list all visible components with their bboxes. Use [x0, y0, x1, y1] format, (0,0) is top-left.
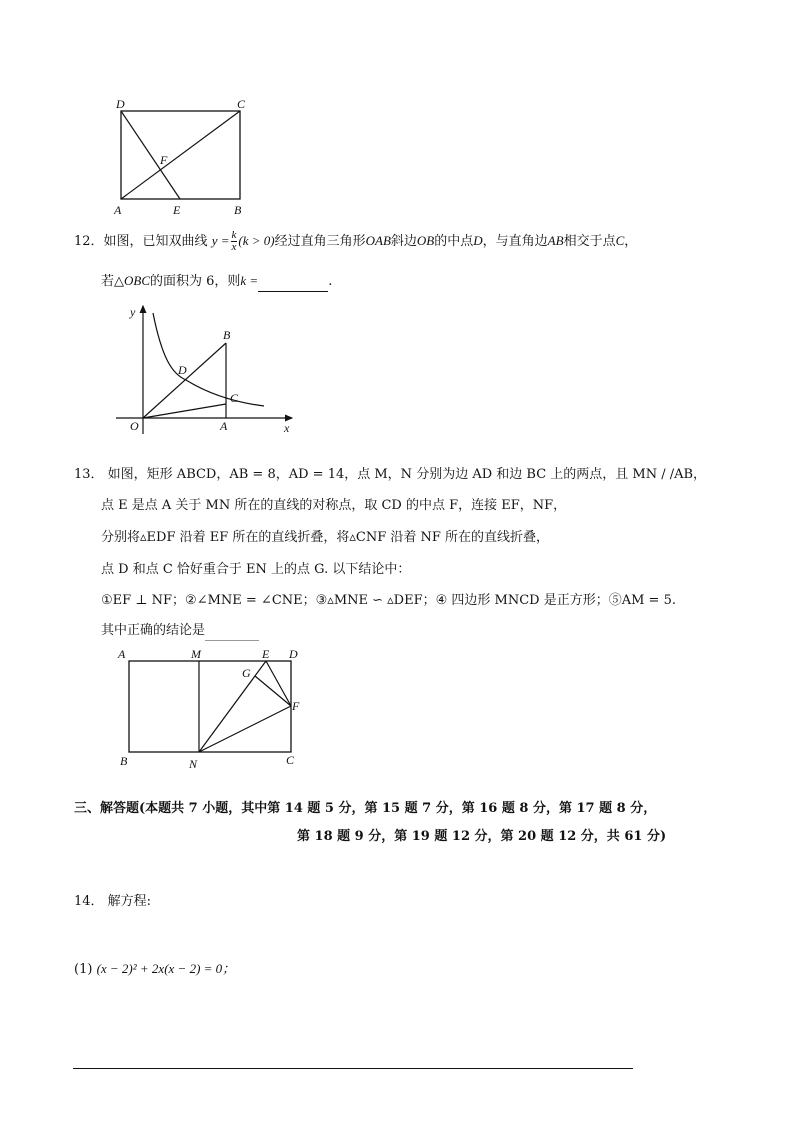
question-13-line-4: 点 D 和点 C 恰好重合于 EN 上的点 G. 以下结论中： [101, 562, 411, 577]
footer-rule [73, 1068, 633, 1069]
equation-expression: (x − 2)² + 2x(x − 2) = 0； [96, 961, 236, 976]
q12-condition: (k > 0) [238, 233, 275, 248]
question-13-line-5: ①EF ⊥ NF；②∠MNE = ∠CNE；③▵MNE ∽ ▵DEF；④ 四边形 MNCD 是正方形；⑤AM = 5. [101, 593, 676, 608]
q12-line2-b: 的面积为 6，则 [150, 274, 241, 289]
segment-gf [255, 676, 291, 706]
q13-prompt: 其中正确的结论是 [101, 623, 206, 638]
label-b: B [234, 203, 242, 217]
segment-ac [121, 111, 240, 199]
q12-mid4: ，与直角边 [482, 234, 548, 249]
fraction-denominator: x [231, 241, 237, 253]
fraction-k-over-x [231, 230, 238, 253]
answer-blank[interactable] [205, 622, 259, 641]
q12-line2-a: 若△ [101, 274, 124, 289]
label-c: C [230, 391, 239, 405]
label-m: M [191, 647, 201, 661]
section-heading-line-1: 三、解答题(本题共 7 小题，其中第 14 题 5 分，第 15 题 7 分，第 16 题 8 分，第 17 题 8 分， [74, 801, 657, 816]
label-e: E [262, 647, 270, 661]
figure-folded-rectangle [114, 640, 314, 772]
q12-d: D [473, 233, 483, 248]
label-c: C [237, 97, 246, 111]
label-x: x [284, 421, 290, 435]
segment-de [121, 111, 180, 199]
equation-label: (1) [74, 962, 93, 977]
q12-mid1: 经过直角三角形 [274, 234, 366, 249]
label-f: F [160, 153, 168, 167]
label-b: B [223, 328, 231, 342]
label-d: D [116, 97, 125, 111]
q12-y-eq: y = [211, 233, 230, 248]
question-number: 12． [74, 234, 104, 249]
question-12-line-2 [101, 272, 332, 292]
label-c: C [286, 753, 295, 767]
answer-blank[interactable] [258, 273, 328, 292]
label-a: A [114, 203, 122, 217]
label-n: N [189, 757, 198, 771]
label-e: E [173, 203, 181, 217]
q12-period: . [328, 274, 333, 289]
q12-k-eq: k = [240, 273, 259, 288]
label-f: F [292, 699, 300, 713]
segment-en [199, 661, 266, 752]
q12-mid3: 的中点 [434, 234, 474, 249]
question-14-title: 14． 解方程: [74, 894, 152, 909]
q12-oab: OAB [365, 233, 391, 248]
rectangle-abcd [129, 661, 291, 752]
segment-ob [143, 343, 226, 418]
figure-rectangle-abcd-f [108, 94, 258, 220]
q12-c: C [615, 233, 625, 248]
q12-ab: AB [547, 233, 564, 248]
question-13-line-1: 13． 如图，矩形 ABCD，AB = 8，AD = 14，点 M，N 分别为边 AD 和边 BC 上的两点，且 MN / /AB， [74, 467, 707, 482]
question-13-line-6 [101, 622, 259, 641]
q12-ob: OB [416, 233, 435, 248]
question-13-line-3: 分别将▵EDF 沿着 EF 所在的直线折叠，将▵CNF 沿着 NF 所在的直线折叠， [101, 530, 550, 545]
label-g: G [242, 666, 251, 680]
section-heading-line-2: 第 18 题 9 分，第 19 题 12 分，第 20 题 12 分，共 61 分) [297, 829, 667, 844]
label-a: A [220, 419, 228, 433]
label-a: A [118, 647, 126, 661]
question-13-line-2: 点 E 是点 A 关于 MN 所在的直线的对称点，取 CD 的中点 F，连接 EF，NF， [101, 498, 567, 513]
label-b: B [120, 754, 128, 768]
label-o: O [130, 419, 139, 433]
q12-obc: OBC [124, 273, 150, 288]
segment-ef [266, 661, 291, 706]
label-d: D [289, 647, 298, 661]
segment-nf [199, 706, 291, 752]
label-d: D [178, 363, 187, 377]
figure-hyperbola-triangle [112, 298, 302, 438]
q12-lead: 如图，已知双曲线 [103, 234, 208, 249]
question-12-line-1 [74, 230, 637, 253]
fraction-numerator: k [231, 229, 237, 241]
question-14-equation-1 [74, 960, 235, 979]
q12-end: ， [624, 234, 638, 249]
q12-mid5: 相交于点 [563, 234, 616, 249]
label-y: y [130, 305, 136, 319]
q12-mid2: 斜边 [390, 234, 417, 249]
